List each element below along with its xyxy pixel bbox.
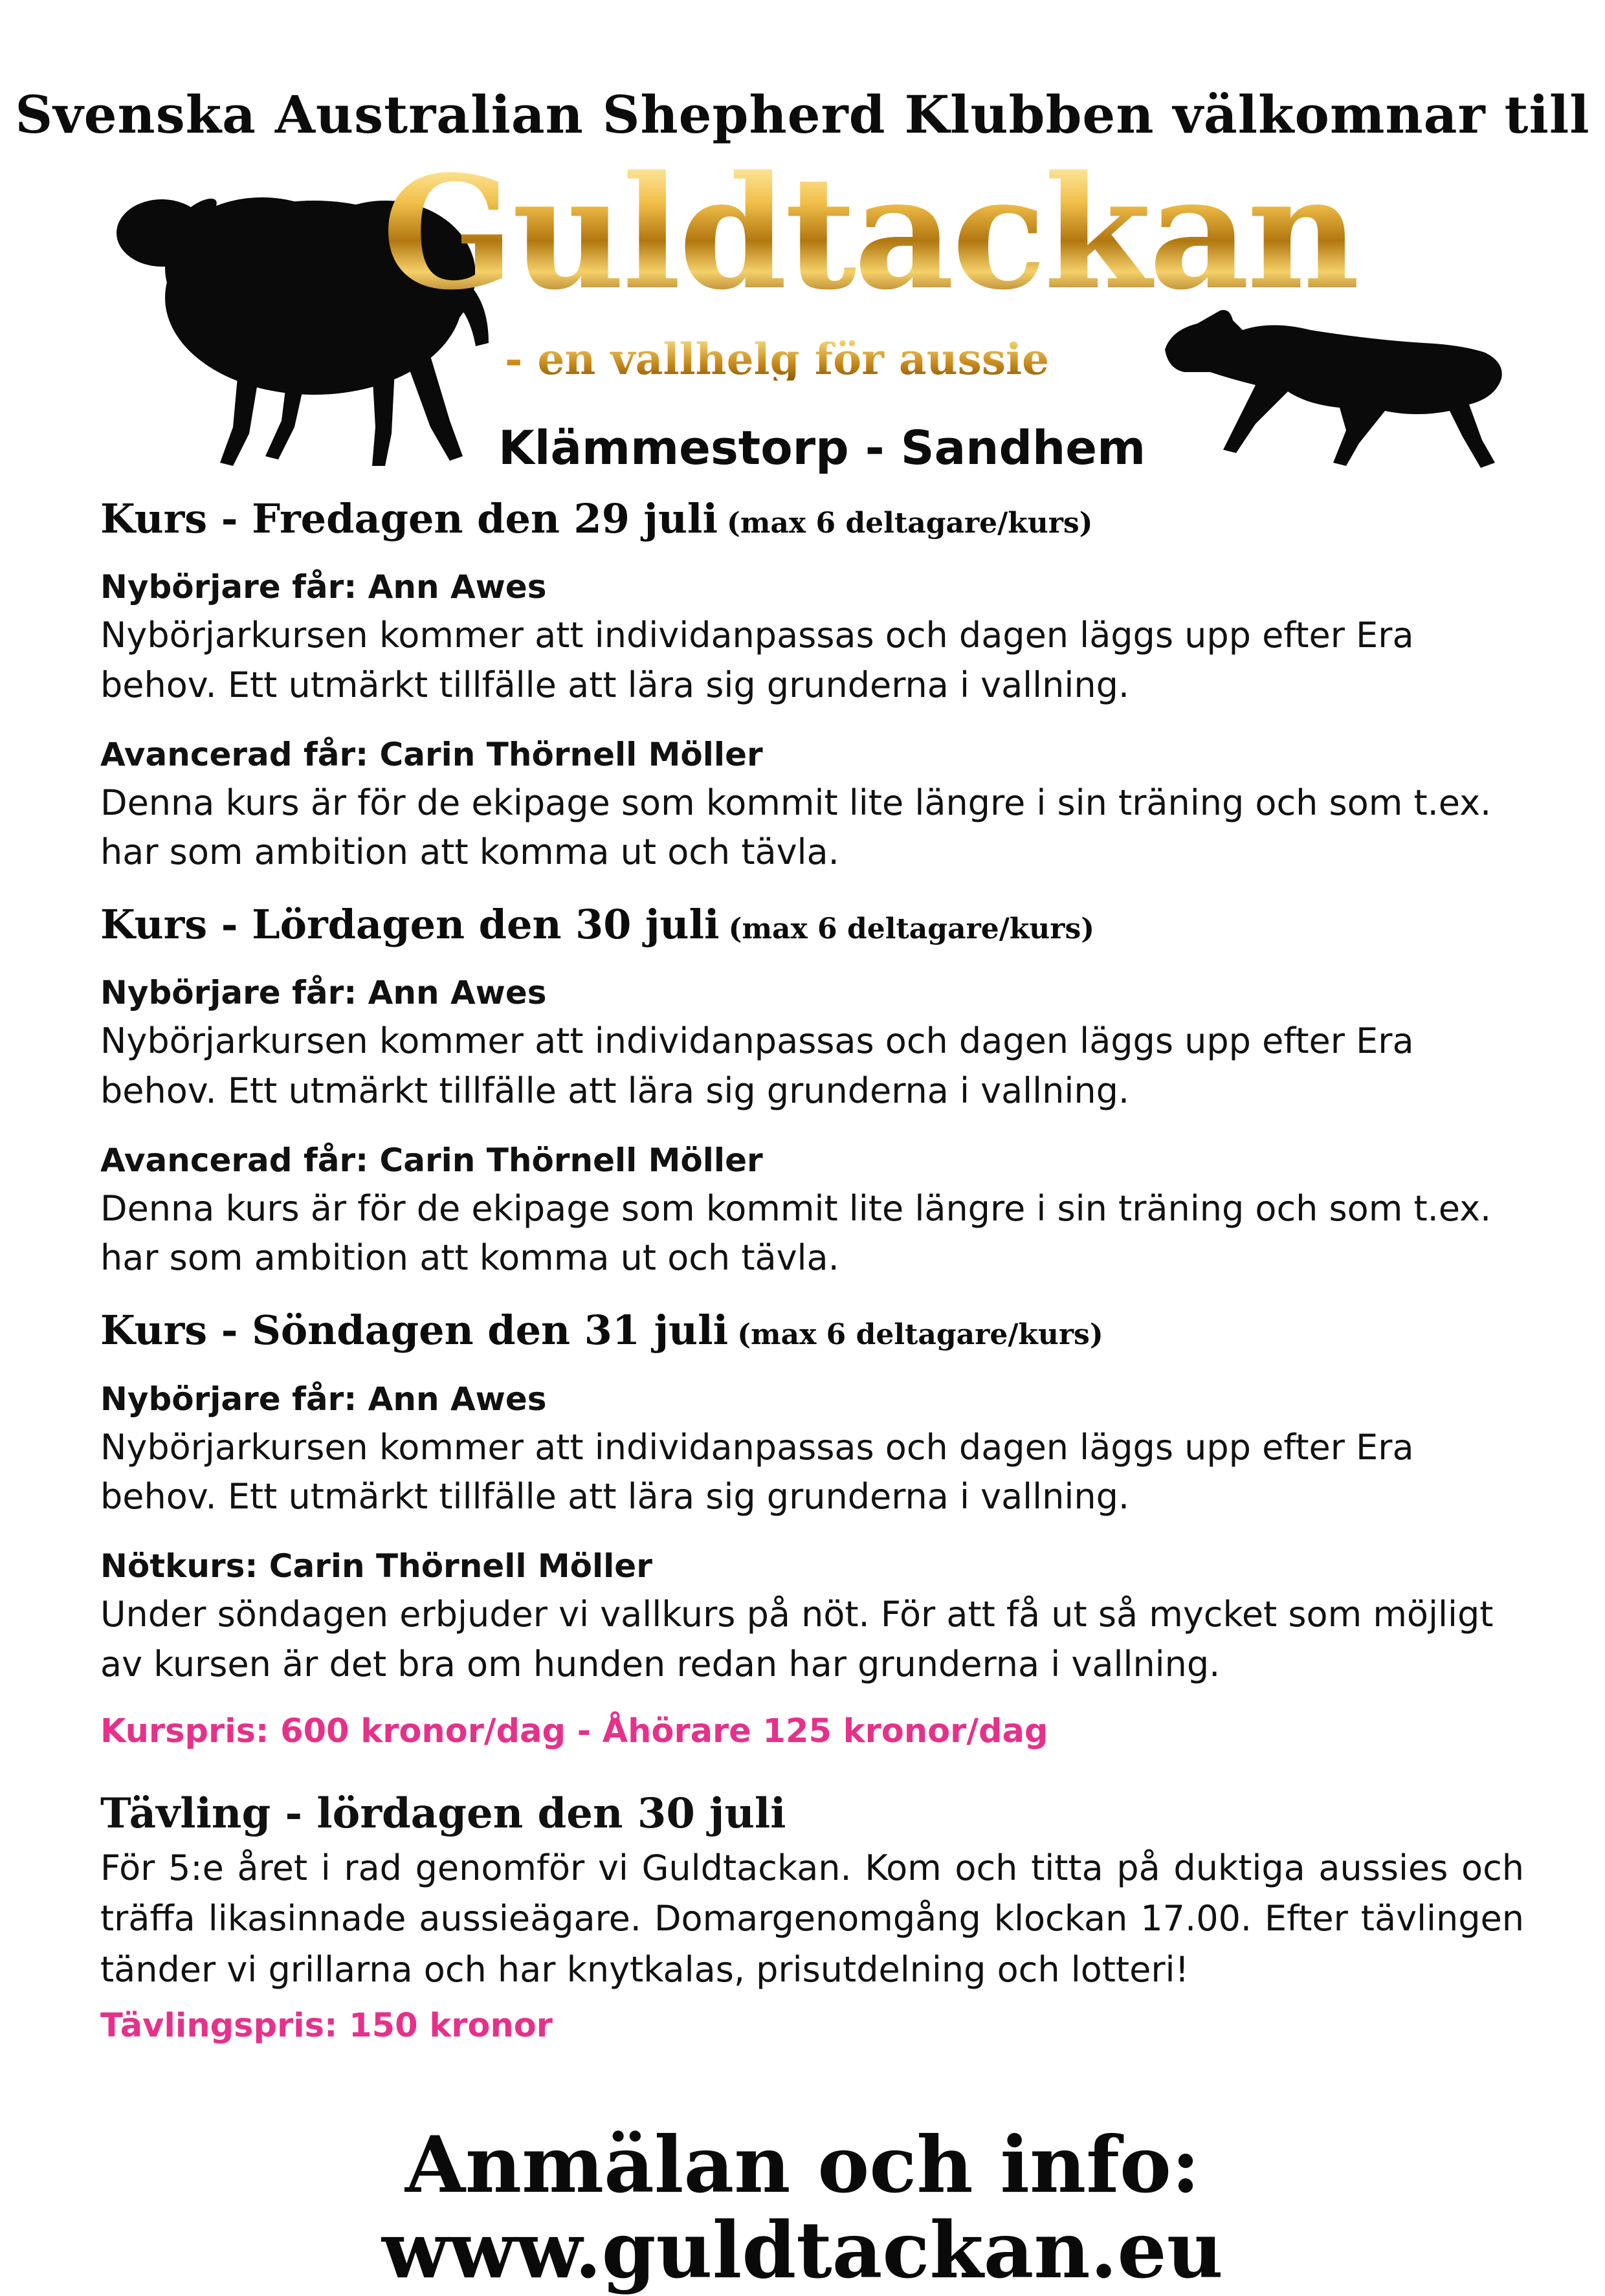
day-heading-text: Kurs - Lördagen den 30 juli [100,901,720,949]
registration-footer: Anmälan och info: www.guldtackan.eu [381,2119,1224,2296]
event-location: Klämmestorp - Sandhem [498,421,1146,475]
course-description: Nybörjarkursen kommer att individanpassas och dagen läggs upp efter Era behov. Ett utmärkt tillfälle att lära sig grunderna i vallning. [100,1426,1414,1518]
max-participants-note: (max 6 deltagare/kurs) [727,507,1093,540]
course-description: Under söndagen erbjuder vi vallkurs på nöt. För att få ut så mycket som möjligt av kursen är det bra om hunden redan har grunderna i vallning. [100,1593,1494,1684]
max-participants-note: (max 6 deltagare/kurs) [737,1318,1103,1352]
day-section-saturday [100,901,1524,1283]
dog-silhouette-icon [1158,301,1511,472]
day-heading-text: Kurs - Fredagen den 29 juli [100,495,718,542]
course-title: Nybörjare får: Ann Awes [100,568,547,606]
course-block [100,1545,1524,1689]
course-title: Nybörjare får: Ann Awes [100,1380,547,1418]
logo-tagline: - en vallhelg för aussie [505,334,1050,384]
competition-price: Tävlingspris: 150 kronor [100,2006,553,2045]
course-block [100,734,1524,878]
competition-heading: Tävling - lördagen den 30 juli [100,1789,786,1838]
course-description: Nybörjarkursen kommer att individanpassas och dagen läggs upp efter Era behov. Ett utmärkt tillfälle att lära sig grunderna i vallning. [100,1021,1414,1112]
course-description: Nybörjarkursen kommer att individanpassas och dagen läggs upp efter Era behov. Ett utmärkt tillfälle att lära sig grunderna i vallning. [100,615,1414,706]
max-participants-note: (max 6 deltagare/kurs) [728,912,1095,946]
day-heading [100,1307,1524,1354]
course-description: Denna kurs är för de ekipage som kommit lite längre i sin träning och som t.ex. har som ambition att komma ut och tävla. [100,782,1492,873]
day-section-sunday [100,1307,1524,1689]
course-block [100,1140,1524,1283]
course-title: Nötkurs: Carin Thörnell Möller [100,1547,652,1585]
competition-section [100,1789,1524,2045]
day-heading [100,901,1524,949]
day-section-friday [100,495,1524,878]
course-title: Avancerad får: Carin Thörnell Möller [100,735,763,773]
competition-description: För 5:e året i rad genomför vi Guldtackan. Kom och titta på duktiga aussies och träffa likasinnade aussieägare. Domargenomgång klockan 17.00. Efter tävlingen tänder vi grillarna och har knytkalas, prisutdelning och lotteri! [100,1848,1524,1990]
day-heading-text: Kurs - Söndagen den 31 juli [100,1307,729,1354]
course-block [100,972,1524,1116]
course-block [100,1378,1524,1522]
main-content [100,495,1524,2045]
course-description: Denna kurs är för de ekipage som kommit lite längre i sin träning och som t.ex. har som ambition att komma ut och tävla. [100,1187,1492,1279]
course-block [100,566,1524,710]
course-title: Nybörjare får: Ann Awes [100,974,547,1012]
day-heading [100,495,1524,543]
intro-heading: Svenska Australian Shepherd Klubben välkomnar till [15,84,1590,145]
course-title: Avancerad får: Carin Thörnell Möller [100,1141,763,1179]
logo-title: Guldtackan [382,142,1358,324]
course-price: Kurspris: 600 kronor/dag - Åhörare 125 kronor/dag [100,1712,1048,1751]
